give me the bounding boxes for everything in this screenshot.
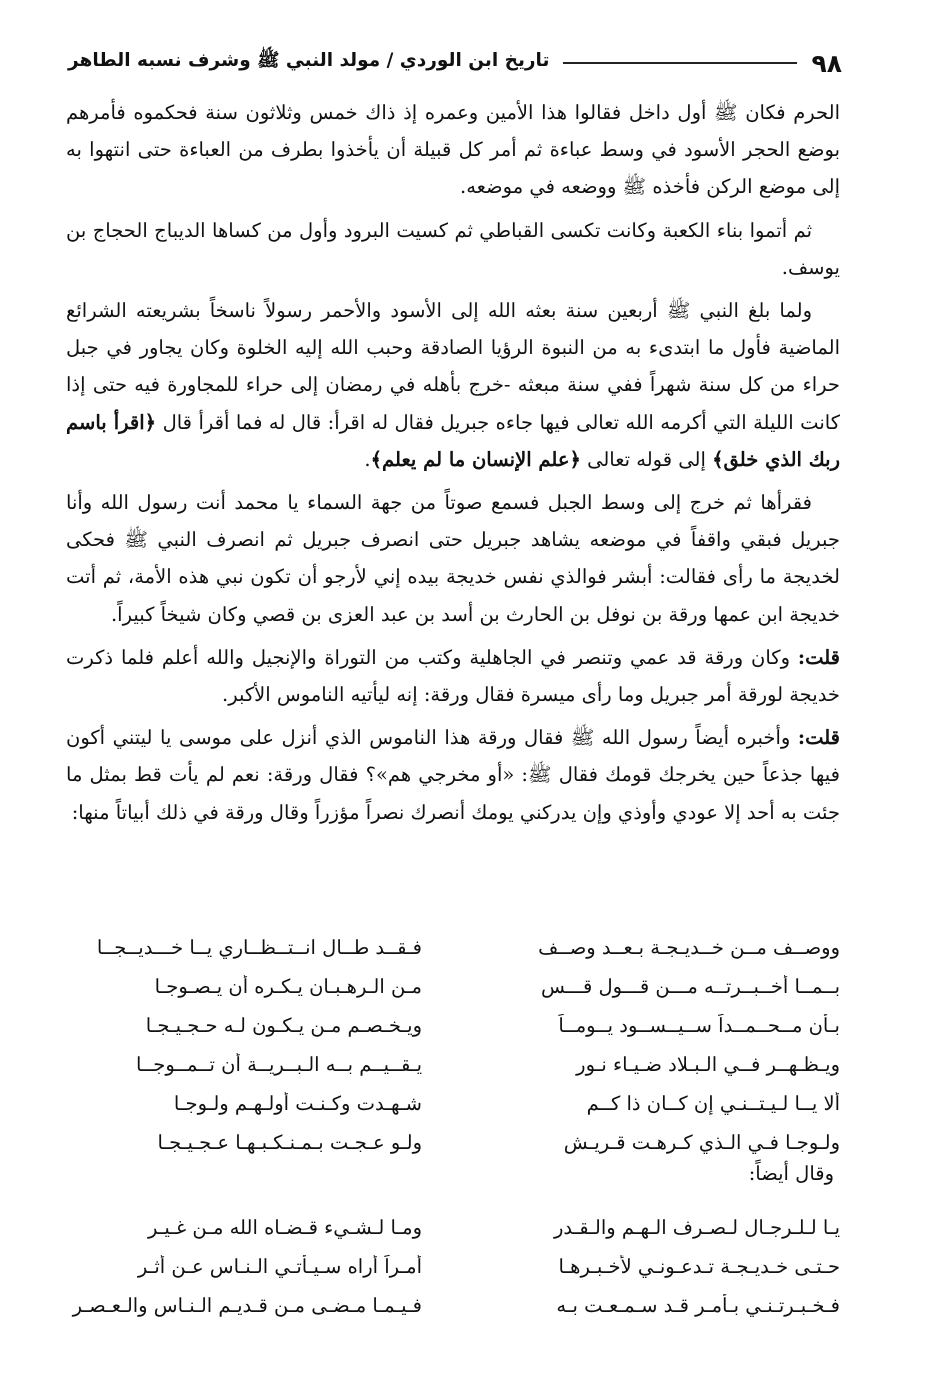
first-hemistich: بـأن مــحــمــداً ســيــســود يــومــاً (558, 1014, 840, 1037)
paragraph-2: ثم أتموا بناء الكعبة وكانت تكسى القباطي ثم كسيت البرود وأول من كساها الديباج الحجاج بن يوسف. (66, 218, 840, 279)
paragraph-3-mid: إلى قوله تعالى (580, 447, 713, 471)
first-hemistich: ألا يــا لـيـتــنـي إن كــان ذا كــم (586, 1092, 840, 1115)
first-hemistich: فـخـبـرتـنـي بـأمـر قـد سـمـعـت بـه (556, 1294, 840, 1317)
running-header (68, 40, 842, 86)
poem-1 (66, 928, 840, 1162)
poem-2 (66, 1208, 840, 1325)
second-hemistich: ومـا لـشـيء قـضـاه الله مـن غـيـر (147, 1216, 422, 1239)
main-text (66, 94, 840, 831)
first-hemistich: بــمــا أخــبــرتــه مـــن قـــول قـــس (540, 975, 840, 998)
verse-line (66, 1123, 840, 1162)
second-hemistich: يـقــيــم بــه الـبــريــة أن تــمــوجــا (135, 1053, 422, 1076)
verse-line (66, 928, 840, 967)
paragraph-3-text: ولما بلغ النبي ﷺ أربعين سنة بعثه الله إلى الأسود والأحمر رسولاً ناسخاً بشريعته الشرائع الماضية فأول ما ابتدىء به من النبوة الرؤيا الصادقة وحبب الله إليه الخلوة وكان يجاور في جبل حراء من كل سنة شهراً ففي سنة مبعثه -خرج بأهله في رمضان إلى حراء للمجاورة فيه حتى إذا كانت الليلة التي أكرمه الله تعالى فيها جاءه جبريل فقال له اقرأ: قال له فما أقرأ قال (66, 299, 840, 434)
paragraph-5-text: وكان ورقة قد عمي وتنصر في الجاهلية وكتب من التوراة والإنجيل والله أعلم فلما ذكرت خديجة لورقة أمر جبريل وما رأى ميسرة فقال ورقة: إنه ليأتيه الناموس الأكبر. (66, 645, 840, 707)
first-hemistich: ويـظـهــر فــي الـبـلاد ضـيـاء نـور (576, 1053, 840, 1076)
second-hemistich: ويـخـصـم مـن يـكـون لـه حـجـيـجـا (145, 1014, 422, 1037)
verse-line (66, 1084, 840, 1123)
second-hemistich: شـهـدت وكـنـت أولـهـم ولـوجـا (173, 1092, 422, 1115)
poem-intro: وقال أيضاً: (748, 1162, 834, 1185)
first-hemistich: ولـوجـا فـي الـذي كـرهـت قـريـش (563, 1131, 840, 1154)
paragraph-6 (66, 719, 840, 831)
verse-line (66, 967, 840, 1006)
verse-line (66, 1045, 840, 1084)
paragraph-1: الحرم فكان ﷺ أول داخل فقالوا هذا الأمين وعمره إذ ذاك خمس وثلاثون سنة فحكموه فأمرهم بوضع الحجر الأسود في وسط عباءة ثم أمر كل قبيلة أن يأخذوا بطرف من العباءة حتى انتهوا به إلى موضع الركن فأخذه ﷺ ووضعه في موضعه. (66, 101, 840, 199)
paragraph-5 (66, 639, 840, 713)
page-number: ٩٨ (811, 48, 842, 78)
header-rule (563, 62, 797, 64)
qultu-label: قلت: (797, 726, 840, 750)
paragraph-6-text: وأخبره أيضاً رسول الله ﷺ فقال ورقة هذا الناموس الذي أنزل على موسى يا ليتني أكون فيها جذعاً حين يخرجك قومك فقال ﷺ: «أو مخرجي هم»؟ فقال ورقة: نعم لم يأت قط بمثل ما جئت به أحد إلا عودي وأوذي وإن يدركني يومك أنصرك نصراً مؤزراً وقال ورقة في ذلك أبياتاً منها: (66, 726, 840, 824)
second-hemistich: أمـراً أراه سـيـأتـي الـنـاس عـن أثـر (137, 1255, 422, 1278)
verse-line (66, 1247, 840, 1286)
verse-line (66, 1006, 840, 1045)
second-hemistich: فـيـمـا مـضـى مـن قـديـم الـنـاس والـعـصـر (72, 1294, 422, 1317)
verse-line (66, 1208, 840, 1247)
qultu-label: قلت: (797, 645, 840, 669)
second-hemistich: مـن الـرهـبـان يـكـره أن يـصـوجـا (154, 975, 422, 998)
quran-verse-1: ﴿اقرأ باسم ربك الذي خلق﴾ (66, 410, 840, 471)
second-hemistich: ولـو عـجـت بـمـنـكـبـهـا عـجـيـجـا (157, 1131, 422, 1154)
first-hemistich: يـا لـلـرجـال لـصـرف الـهـم والـقـدر (553, 1216, 840, 1239)
verse-line (66, 1286, 840, 1325)
paragraph-3 (66, 292, 840, 478)
quran-verse-2: ﴿علم الإنسان ما لم يعلم﴾ (370, 447, 581, 471)
paragraph-3-end: . (364, 447, 371, 471)
first-hemistich: حـتـى خـديـجـة تـدعـونـي لأخـبـرهـا (558, 1255, 840, 1278)
second-hemistich: فـقــد طــال انــتــظــاري يــا خـــديــجــا (96, 936, 422, 959)
running-title: تاريخ ابن الوردي / مولد النبي ﷺ وشرف نسبه الطاهر (68, 50, 550, 71)
first-hemistich: ووصــف مــن خــديـجـة بـعــد وصــف (538, 936, 840, 959)
paragraph-4: فقرأها ثم خرج إلى وسط الجبل فسمع صوتاً من جهة السماء يا محمد أنت رسول الله وأنا جبريل فبقي واقفاً في موضعه يشاهد جبريل حتى انصرف جبريل ثم انصرف النبي ﷺ فحكى لخديجة ما رأى فقالت: أبشر فوالذي نفس خديجة بيده إني لأرجو أن تكون نبي هذه الأمة، ثم أتت خديجة ابن عمها ورقة بن نوفل بن الحارث بن أسد بن عبد العزى بن قصي وكان شيخاً كبيراً. (66, 491, 840, 626)
